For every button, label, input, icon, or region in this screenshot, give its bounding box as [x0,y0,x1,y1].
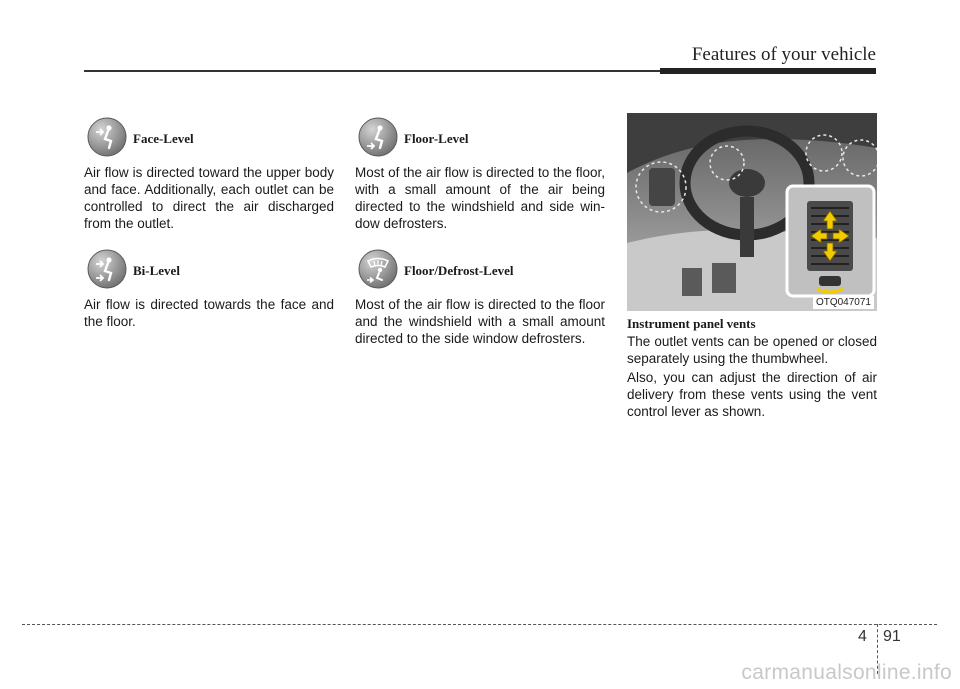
floor-level-text: Most of the air flow is directed to the floor, with a small amount of the air being directed to the windshield and side win-dow defrosters. [355,165,605,231]
floor-defrost-level-icon [358,249,398,289]
instrument-panel-photo [627,113,877,311]
floor-level-heading [358,117,558,159]
watermark: carmanualsonline.info [741,661,952,684]
face-level-label: Face-Level [133,131,194,146]
bi-level-text: Air flow is directed towards the face and the floor. [84,297,334,329]
footer-rule [22,624,937,625]
floor-defrost-level-heading [358,249,578,291]
bi-level-heading [87,249,287,291]
header-title: Features of your vehicle [691,44,876,65]
figure-code: OTQ047071 [813,296,874,309]
page-number: 91 [883,628,901,645]
dashboard-illustration [627,113,877,311]
figure-text-1: The outlet vents can be opened or closed separately using the thumbwheel. [627,334,877,366]
figure-title: Instrument panel vents [627,316,756,331]
floor-defrost-level-label: Floor/Defrost-Level [404,263,514,278]
face-level-icon [87,117,127,157]
bi-level-icon [87,249,127,289]
header-rule-accent [660,68,876,74]
chapter-number: 4 [858,628,867,645]
floor-level-icon [358,117,398,157]
figure-text-2: Also, you can adjust the direction of air delivery from these vents using the vent control lever as shown. [627,370,877,419]
floor-defrost-level-text: Most of the air flow is directed to the floor and the windshield with a small amount directed to the side window defrosters. [355,297,605,346]
bi-level-label: Bi-Level [133,263,180,278]
floor-level-label: Floor-Level [404,131,469,146]
face-level-text: Air flow is directed toward the upper body and face. Additionally, each outlet can be controlled to direct the air discharged from the outlet. [84,165,334,231]
face-level-heading [87,117,287,159]
